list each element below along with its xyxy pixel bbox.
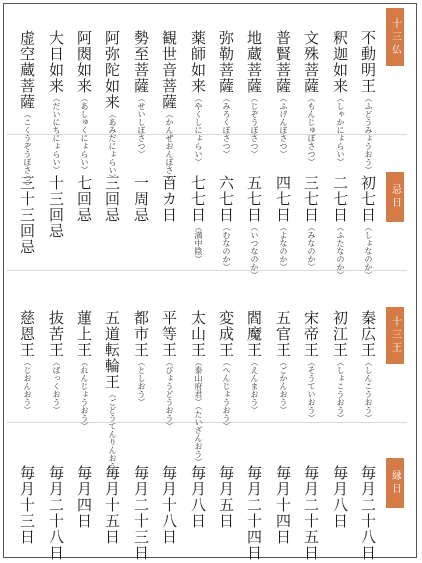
buddha-cell xyxy=(326,30,354,166)
monthly-fair-cell xyxy=(184,465,212,529)
table-row xyxy=(184,20,212,555)
memorial-day: 初七日 xyxy=(359,175,377,223)
header-thirteen-buddhas: 十三仏 xyxy=(386,8,404,66)
buddha-reading: （ふげんぼさつ） xyxy=(279,94,288,158)
king-reading: （ばっくおう） xyxy=(52,358,61,414)
buddha-reading: （もんじゅぼさつ） xyxy=(307,94,316,166)
king-reading: （泰山府君）（たいざんおう） xyxy=(194,358,203,466)
memorial-day-cell xyxy=(240,175,268,279)
king-cell xyxy=(212,310,240,430)
memorial-day-reading: （ふたなのか） xyxy=(336,223,345,279)
memorial-day-reading: （満中陰） xyxy=(194,223,203,263)
buddha-reading: （かんぜおんぼさつ） xyxy=(165,110,174,190)
buddha-cell xyxy=(184,30,212,166)
table-row xyxy=(155,20,183,555)
memorial-day-cell xyxy=(127,175,155,223)
memorial-day: 百カ日 xyxy=(160,175,178,223)
buddha-name: 弥勒菩薩 xyxy=(217,30,235,94)
king-name: 都市王 xyxy=(132,310,150,358)
buddha-cell xyxy=(42,30,70,174)
buddha-name: 虚空蔵菩薩 xyxy=(18,30,36,110)
table-row xyxy=(42,20,70,561)
buddha-cell xyxy=(269,30,297,158)
king-reading: （しょこうおう） xyxy=(336,358,345,422)
monthly-fair-cell xyxy=(326,465,354,529)
header-monthly-fair: 縁日 xyxy=(386,458,404,508)
table-row xyxy=(212,20,240,555)
king-name: 五道転輪王 xyxy=(103,310,121,390)
memorial-day: 七回忌 xyxy=(75,175,93,223)
memorial-day: 二七日 xyxy=(331,175,349,223)
king-cell xyxy=(13,310,41,414)
table-row xyxy=(127,20,155,561)
king-name: 太山王 xyxy=(189,310,207,358)
monthly-fair-cell xyxy=(13,465,41,545)
king-name: 閻魔王 xyxy=(245,310,263,358)
king-reading: （ごどうてんりんおう） xyxy=(108,390,117,478)
buddha-reading: （あみだにょらい） xyxy=(108,110,117,182)
king-reading: （へんじょうおう） xyxy=(222,358,231,430)
monthly-fair-cell xyxy=(70,465,98,529)
buddha-name: 大日如来 xyxy=(47,30,65,94)
king-cell xyxy=(42,310,70,414)
memorial-day-cell xyxy=(297,175,325,271)
king-name: 五官王 xyxy=(274,310,292,358)
king-cell xyxy=(127,310,155,406)
king-cell xyxy=(240,310,268,414)
buddha-cell xyxy=(13,30,41,190)
monthly-fair-cell xyxy=(98,465,126,545)
king-name: 平等王 xyxy=(160,310,178,358)
memorial-day-reading: （みなのか） xyxy=(307,223,316,271)
memorial-day: 五七日 xyxy=(245,175,263,223)
buddha-cell xyxy=(354,30,382,174)
buddha-reading: （せいしぼさつ） xyxy=(137,94,146,158)
king-cell xyxy=(354,310,382,422)
monthly-fair-cell xyxy=(127,465,155,561)
monthly-fair-day: 毎月四日 xyxy=(75,465,93,529)
buddha-name: 薬師如来 xyxy=(189,30,207,94)
king-reading: （そうていおう） xyxy=(307,358,316,422)
monthly-fair-day: 毎月十八日 xyxy=(160,465,178,545)
memorial-day-cell xyxy=(13,175,41,255)
buddha-reading: （やくしにょらい） xyxy=(194,94,203,166)
king-cell xyxy=(70,310,98,430)
monthly-fair-cell xyxy=(240,465,268,561)
king-cell xyxy=(98,310,126,478)
monthly-fair-day: 毎月二十五日 xyxy=(302,465,320,561)
memorial-day: 三十三回忌 xyxy=(18,175,36,255)
monthly-fair-day: 毎月十三日 xyxy=(18,465,36,545)
king-name: 初江王 xyxy=(331,310,349,358)
king-reading: （れんじょうおう） xyxy=(80,358,89,430)
memorial-day-cell xyxy=(269,175,297,271)
buddha-reading: （しゃかにょらい） xyxy=(336,94,345,166)
monthly-fair-day: 毎月二十八日 xyxy=(47,465,65,561)
monthly-fair-day: 毎月八日 xyxy=(189,465,207,529)
monthly-fair-day: 毎月十四日 xyxy=(274,465,292,545)
memorial-day: 十三回忌 xyxy=(47,175,65,239)
monthly-fair-cell xyxy=(155,465,183,545)
buddha-reading: （あしゅくにょらい） xyxy=(80,94,89,174)
memorial-day-cell xyxy=(354,175,382,279)
memorial-day-reading: （いつなのか） xyxy=(250,223,259,279)
buddha-name: 不動明王 xyxy=(359,30,377,94)
king-reading: （びょうどうおう） xyxy=(165,358,174,430)
monthly-fair-day: 毎月二十三日 xyxy=(132,465,150,561)
monthly-fair-day: 毎月二十八日 xyxy=(359,465,377,561)
memorial-day-cell xyxy=(98,175,126,223)
king-cell xyxy=(155,310,183,430)
memorial-day: 一周忌 xyxy=(132,175,150,223)
table-row xyxy=(70,20,98,555)
monthly-fair-cell xyxy=(354,465,382,561)
king-reading: （じおんおう） xyxy=(23,358,32,414)
memorial-day: 三七日 xyxy=(302,175,320,223)
buddha-cell xyxy=(212,30,240,158)
king-cell xyxy=(184,310,212,466)
memorial-day-reading: （しょなのか） xyxy=(364,223,373,279)
king-name: 秦広王 xyxy=(359,310,377,358)
buddha-name: 普賢菩薩 xyxy=(274,30,292,94)
buddha-reading: （だいにちにょらい） xyxy=(52,94,61,174)
king-cell xyxy=(326,310,354,422)
monthly-fair-day: 毎月二十四日 xyxy=(245,465,263,561)
buddha-cell xyxy=(98,30,126,182)
king-name: 抜苦王 xyxy=(47,310,65,358)
table-row xyxy=(297,20,325,561)
table-row xyxy=(354,20,382,561)
memorial-day: 六七日 xyxy=(217,175,235,223)
buddha-cell xyxy=(155,30,183,190)
king-name: 慈恩王 xyxy=(18,310,36,358)
king-name: 蓮上王 xyxy=(75,310,93,358)
buddha-reading: （ふどうみょうおう） xyxy=(364,94,373,174)
buddha-cell xyxy=(240,30,268,158)
buddha-name: 釈迦如来 xyxy=(331,30,349,94)
monthly-fair-cell xyxy=(269,465,297,545)
monthly-fair-day: 毎月五日 xyxy=(217,465,235,529)
buddha-cell xyxy=(297,30,325,166)
memorial-day: 三回忌 xyxy=(103,175,121,223)
king-reading: （しんこうおう） xyxy=(364,358,373,422)
buddha-name: 阿閦如来 xyxy=(75,30,93,94)
monthly-fair-cell xyxy=(42,465,70,561)
buddha-name: 勢至菩薩 xyxy=(132,30,150,94)
table-row xyxy=(240,20,268,561)
buddha-reading: （みろくぼさつ） xyxy=(222,94,231,158)
table-row xyxy=(269,20,297,555)
memorial-day-cell xyxy=(212,175,240,271)
memorial-day-reading: （むなのか） xyxy=(222,223,231,271)
memorial-day-reading: （よなのか） xyxy=(279,223,288,271)
king-reading: （えんまおう） xyxy=(250,358,259,414)
memorial-day-cell xyxy=(70,175,98,223)
monthly-fair-day: 毎月十五日 xyxy=(103,465,121,545)
buddha-name: 阿弥陀如来 xyxy=(103,30,121,110)
table-row xyxy=(13,20,41,555)
king-reading: （としおう） xyxy=(137,358,146,406)
table-row xyxy=(326,20,354,555)
memorial-day-cell xyxy=(155,175,183,223)
table-row xyxy=(98,20,126,555)
buddha-reading: （じぞうぼさつ） xyxy=(250,94,259,158)
king-name: 宋帝王 xyxy=(302,310,320,358)
monthly-fair-cell xyxy=(297,465,325,561)
buddha-name: 文殊菩薩 xyxy=(302,30,320,94)
buddha-cell xyxy=(70,30,98,174)
memorial-day-cell xyxy=(326,175,354,279)
king-cell xyxy=(297,310,325,422)
memorial-day-cell xyxy=(184,175,212,263)
memorial-day: 四七日 xyxy=(274,175,292,223)
header-thirteen-kings: 十三王 xyxy=(386,307,404,364)
buddha-name: 観世音菩薩 xyxy=(160,30,178,110)
memorial-day: 七七日 xyxy=(189,175,207,223)
monthly-fair-day: 毎月八日 xyxy=(331,465,349,529)
buddha-cell xyxy=(127,30,155,158)
king-name: 変成王 xyxy=(217,310,235,358)
king-reading: （ごかんおう） xyxy=(279,358,288,414)
buddha-name: 地蔵菩薩 xyxy=(245,30,263,94)
monthly-fair-cell xyxy=(212,465,240,529)
buddha-reading: （こくうぞうぼさつ） xyxy=(23,110,32,190)
memorial-day-cell xyxy=(42,175,70,239)
header-memorial-day: 忌日 xyxy=(386,172,404,222)
king-cell xyxy=(269,310,297,414)
